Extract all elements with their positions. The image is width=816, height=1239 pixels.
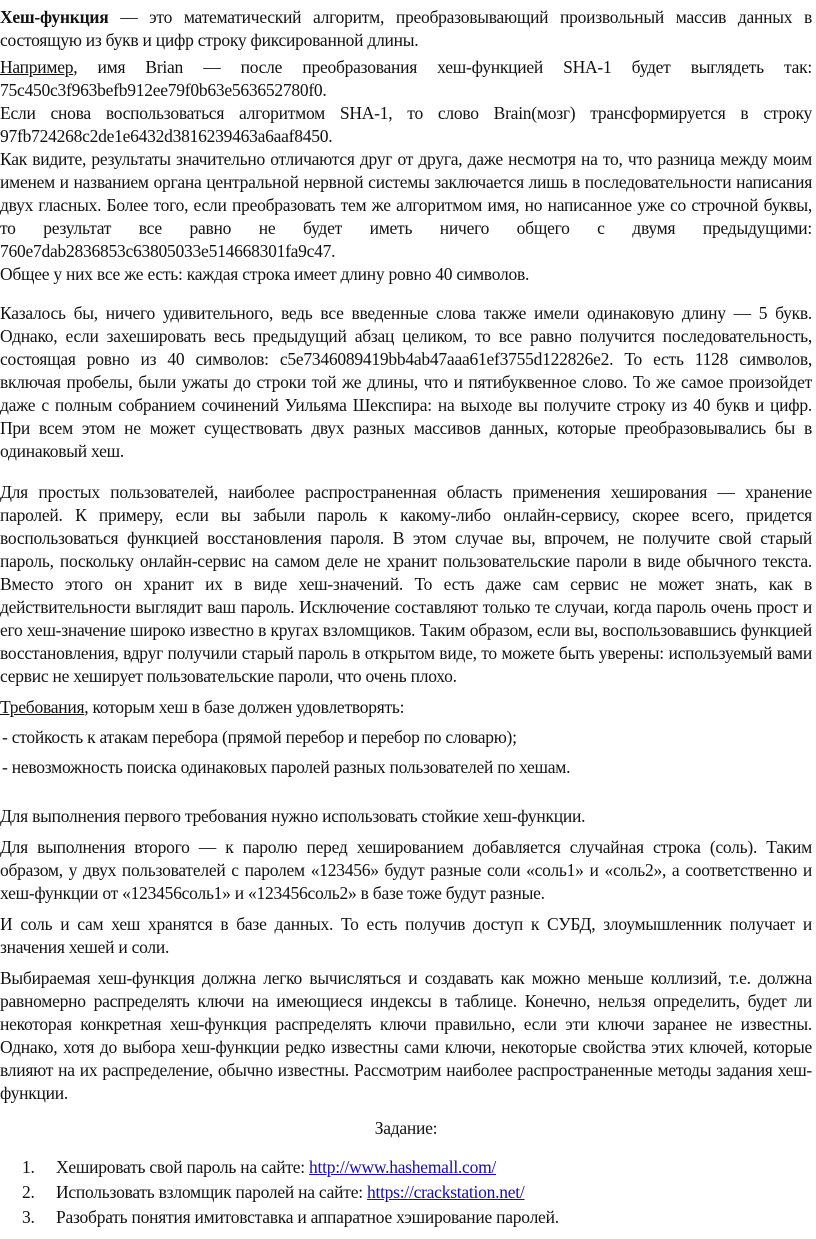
example-line-4: Общее у них все же есть: каждая строка имеет длину ровно 40 символов. (0, 264, 530, 284)
example-label: Например (0, 57, 74, 77)
requirements-text: , которым хеш в базе должен удовлетворять: (84, 697, 405, 717)
example-line-3: Как видите, результаты значительно отличаются друг от друга, даже несмотря на то, что разница между моим именем и названием органа центральной нервной системы заключается лишь в последовательности написания двух гласных. Более того, если преобразовать тем же алгоритмом имя, но написанное уже со строчной буквы, то результат все равно не будет иметь ничего общего с двумя предыдущими: 760e7dab2836853c63805033e514668301fa9c47. (0, 149, 812, 261)
paragraph-6: Для выполнения второго — к паролю перед хешированием добавляется случайная строка (соль). Таким образом, у двух пользователей с паролем «123456» будут разные соли «соль1» и «соль2», а соответственно и хеш-функции от «123456соль1» и «123456соль2» в базе тоже будут разные. (0, 837, 812, 903)
intro-paragraph (0, 6, 812, 52)
task-text: Хешировать свой пароль на сайте: (56, 1157, 310, 1177)
paragraph-4: Для простых пользователей, наиболее распространенная область применения хеширования — хранение паролей. К примеру, если вы забыли пароль к какому-либо онлайн-сервису, скорее всего, придется воспользоваться функцией восстановления пароля. В этом случае вы, впрочем, не получите свой старый пароль, поскольку онлайн-сервис на самом деле не хранит пользовательские пароли в виде обычного текста. Вместо этого он хранит их в виде хеш-значений. То есть даже сам сервис не может знать, как в действительности выглядит ваш пароль. Исключение составляют только те случаи, когда пароль очень прост и его хеш-значение широко известно в кругах взломщиков. Таким образом, если вы, воспользовавшись функцией восстановления, вдруг получили старый пароль в открытом виде, то можете быть уверены: используемый вами сервис не хеширует пользовательские пароли, что очень плохо. (0, 482, 812, 686)
requirement-item: - невозможность поиска одинаковых паролей разных пользователей по хешам. (2, 757, 571, 777)
task-text: Разобрать понятия имитовставка и аппаратное хэширование паролей. (56, 1207, 559, 1227)
example-text: , имя Brian — после преобразования хеш-функцией SHA-1 будет выглядеть так: 75c450c3f963befb912ee79f0b63e563652780f0. (0, 57, 812, 100)
task-number: 1. (22, 1157, 35, 1177)
task-item-1 (0, 1156, 814, 1179)
paragraph-3: Казалось бы, ничего удивительного, ведь все введенные слова также имели одинаковую длину — 5 букв. Однако, если захешировать весь предыдущий абзац целиком, то все равно получится последовательность, состоящая ровно из 40 символов: c5e7346089419bb4ab47aaa61ef3755d122826e2. То есть 1128 символов, включая пробелы, были ужаты до строки той же длины, что и пятибуквенное слово. То же самое произойдет даже с полным собранием сочинений Уильяма Шекспира: на выходе вы получите строку из 40 букв и цифр. При всем этом не может существовать двух разных массивов данных, которые преобразовывались бы в одинаковый хеш. (0, 303, 812, 461)
paragraph-7: И соль и сам хеш хранятся в базе данных. То есть получив доступ к СУБД, злоумышленник получает и значения хешей и соли. (0, 914, 812, 957)
example-line-2: Если снова воспользоваться алгоритмом SHA-1, то слово Brain(мозг) трансформируется в строку 97fb724268c2de1e6432d3816239463a6aaf8450. (0, 103, 812, 146)
task-number: 2. (22, 1182, 35, 1202)
task-item-3 (0, 1206, 814, 1229)
crackstation-link[interactable]: https://crackstation.net/ (366, 1182, 525, 1202)
paragraph-5: Для выполнения первого требования нужно использовать стойкие хеш-функции. (0, 806, 586, 826)
task-number: 3. (22, 1207, 35, 1227)
hashemall-link[interactable]: http://www.hashemall.com/ (309, 1157, 497, 1177)
term-hash-function: Хеш-функция (0, 7, 109, 27)
intro-text: — это математический алгоритм, преобразовывающий произвольный массив данных в состоящую из букв и цифр строку фиксированной длины. (0, 7, 812, 50)
requirement-item: - стойкость к атакам перебора (прямой перебор и перебор по словарю); (2, 727, 517, 747)
paragraph-8: Выбираемая хеш-функция должна легко вычисляться и создавать как можно меньше коллизий, т.е. должна равномерно распределять ключи на имеющиеся индексы в таблице. Конечно, нельзя определить, будет ли некоторая конкретная хеш-функция распределять ключи правильно, если эти ключи заранее не известны. Однако, хотя до выбора хеш-функции редко известны сами ключи, некоторые свойства этих ключей, которые влияют на их распределение, обычно известны. Рассмотрим наиболее распространенные методы задания хеш-функции. (0, 968, 812, 1103)
requirements-paragraph (0, 696, 812, 719)
task-text: Использовать взломщик паролей на сайте: (56, 1182, 367, 1202)
example-paragraph (0, 56, 812, 102)
task-item-2 (0, 1181, 814, 1204)
requirements-label: Требования (0, 697, 85, 717)
task-title: Задание: (374, 1118, 438, 1138)
